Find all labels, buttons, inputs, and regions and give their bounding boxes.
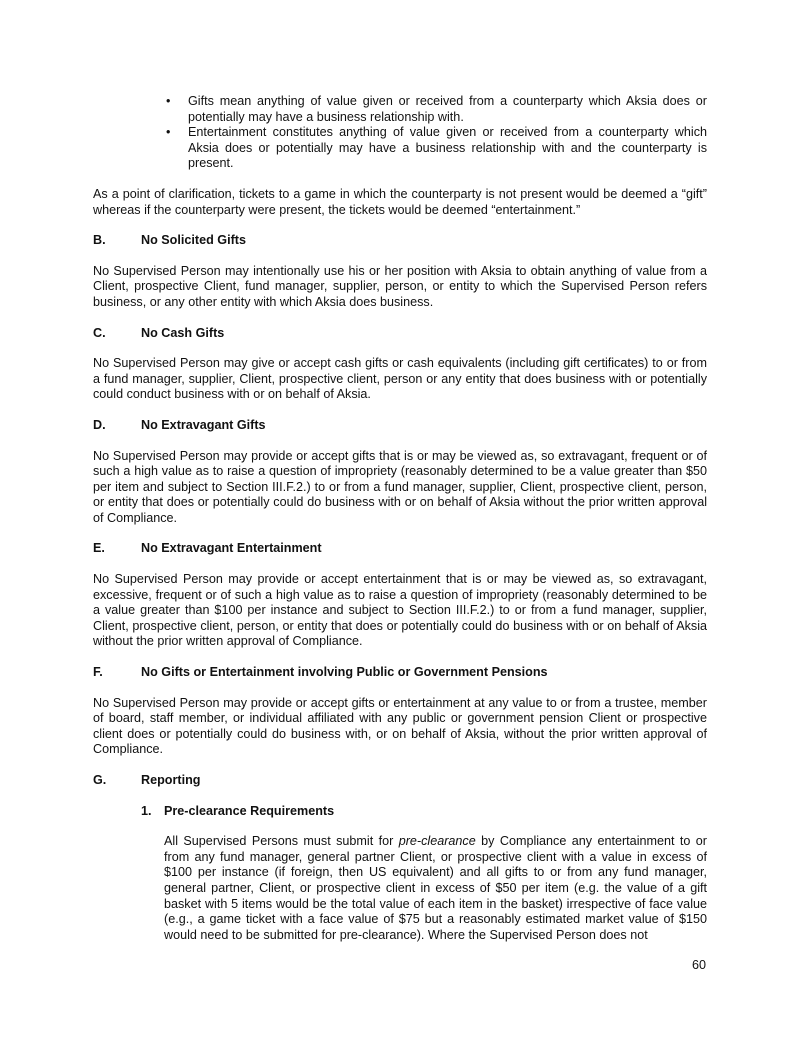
section-title: No Cash Gifts	[141, 325, 225, 340]
subsection-number: 1.	[141, 803, 152, 818]
entertainment-definition: Entertainment constitutes anything of value given or received from a counterparty which Aksia does or potentially may have a business relationship with and the counterparty is present.	[188, 125, 707, 171]
definitions-list	[93, 94, 707, 172]
subsection-heading-g1	[141, 804, 707, 820]
clarification-paragraph: As a point of clarification, tickets to a game in which the counterparty is not present would be deemed a “gift” whereas if the counterparty were present, the tickets would be deemed “entertainment.”	[93, 186, 707, 217]
section-letter: G.	[93, 773, 107, 787]
section-letter: D.	[93, 417, 106, 432]
list-item	[93, 94, 707, 125]
section-letter: C.	[93, 325, 106, 340]
section-heading-g	[93, 773, 707, 789]
list-item	[93, 125, 707, 172]
body-text: by Compliance any entertainment to or from any fund manager, general partner Client, or prospective client with a value in excess of $100 per instance (if foreign, then US equivalent) and all gifts to or from any fund manager, general partner, Client, or prospective client in excess of $50 per item (e.g. the value of a gift basket with 5 items would be the total value of each item in the basket) irrespective of face value (e.g., a game ticket with a face value of $75 but a reasonably estimated market value of $150 would need to be submitted for pre-clearance). Where the Supervised Person does not	[164, 834, 708, 942]
section-heading-b	[93, 233, 707, 249]
section-heading-c	[93, 326, 707, 342]
section-title: Reporting	[141, 773, 201, 787]
section-letter: F.	[93, 665, 103, 680]
section-letter: E.	[93, 541, 105, 556]
bullet-icon: •	[166, 125, 171, 140]
section-heading-d	[93, 418, 707, 434]
bullet-icon: •	[166, 94, 171, 108]
section-title: No Solicited Gifts	[141, 233, 246, 248]
section-body-d: No Supervised Person may provide or accept gifts that is or may be viewed as, so extravagant, frequent or of such a high value as to raise a question of impropriety (reasonably determined to be a value greater than $50 per item and subject to Section III.F.2.) to or from a fund manager, supplier, Client, prospective client, person, or entity that does or potentially could do business with or on behalf of Aksia without the prior written approval of Compliance.	[93, 448, 707, 525]
section-heading-e	[93, 541, 707, 557]
section-title: No Extravagant Entertainment	[141, 541, 322, 556]
section-body-c: No Supervised Person may give or accept cash gifts or cash equivalents (including gift certificates) to or from a fund manager, supplier, Client, prospective client, person or any entity that does business with or potentially could conduct business with or on behalf of Aksia.	[93, 356, 707, 402]
section-body-f: No Supervised Person may provide or accept gifts or entertainment at any value to or from a trustee, member of board, staff member, or individual affiliated with any public or government pension Client or prospective client does or potentially could do business with, or on behalf of Aksia, without the prior written approval of Compliance.	[93, 695, 707, 757]
page-number: 60	[691, 958, 706, 972]
gift-definition: Gifts mean anything of value given or received from a counterparty which Aksia does or potentially may have a business relationship with.	[188, 94, 707, 124]
document-page	[93, 94, 707, 943]
subsection-body-g1	[164, 834, 707, 943]
section-letter: B.	[93, 233, 106, 248]
subsection-title: Pre-clearance Requirements	[164, 803, 335, 818]
body-text: All Supervised Persons must submit for	[164, 834, 399, 849]
section-body-e: No Supervised Person may provide or accept entertainment that is or may be viewed as, so extravagant, excessive, frequent or of such a high value as to raise a question of impropriety (reasonably determined to be a value greater than $100 per instance and subject to Section III.F.2.) to or from a fund manager, supplier, Client, prospective client, person, or entity that does or potentially could do business with or on behalf of Aksia without the prior written approval of Compliance.	[93, 572, 707, 649]
section-title: No Gifts or Entertainment involving Public or Government Pensions	[141, 665, 548, 680]
section-title: No Extravagant Gifts	[141, 417, 266, 432]
section-body-b: No Supervised Person may intentionally use his or her position with Aksia to obtain anything of value from a Client, prospective Client, fund manager, supplier, person, or entity to which the Supervised Person refers business, or any other entity with which Aksia does business.	[93, 263, 707, 309]
section-heading-f	[93, 665, 707, 681]
emphasis-text: pre-clearance	[398, 834, 476, 849]
